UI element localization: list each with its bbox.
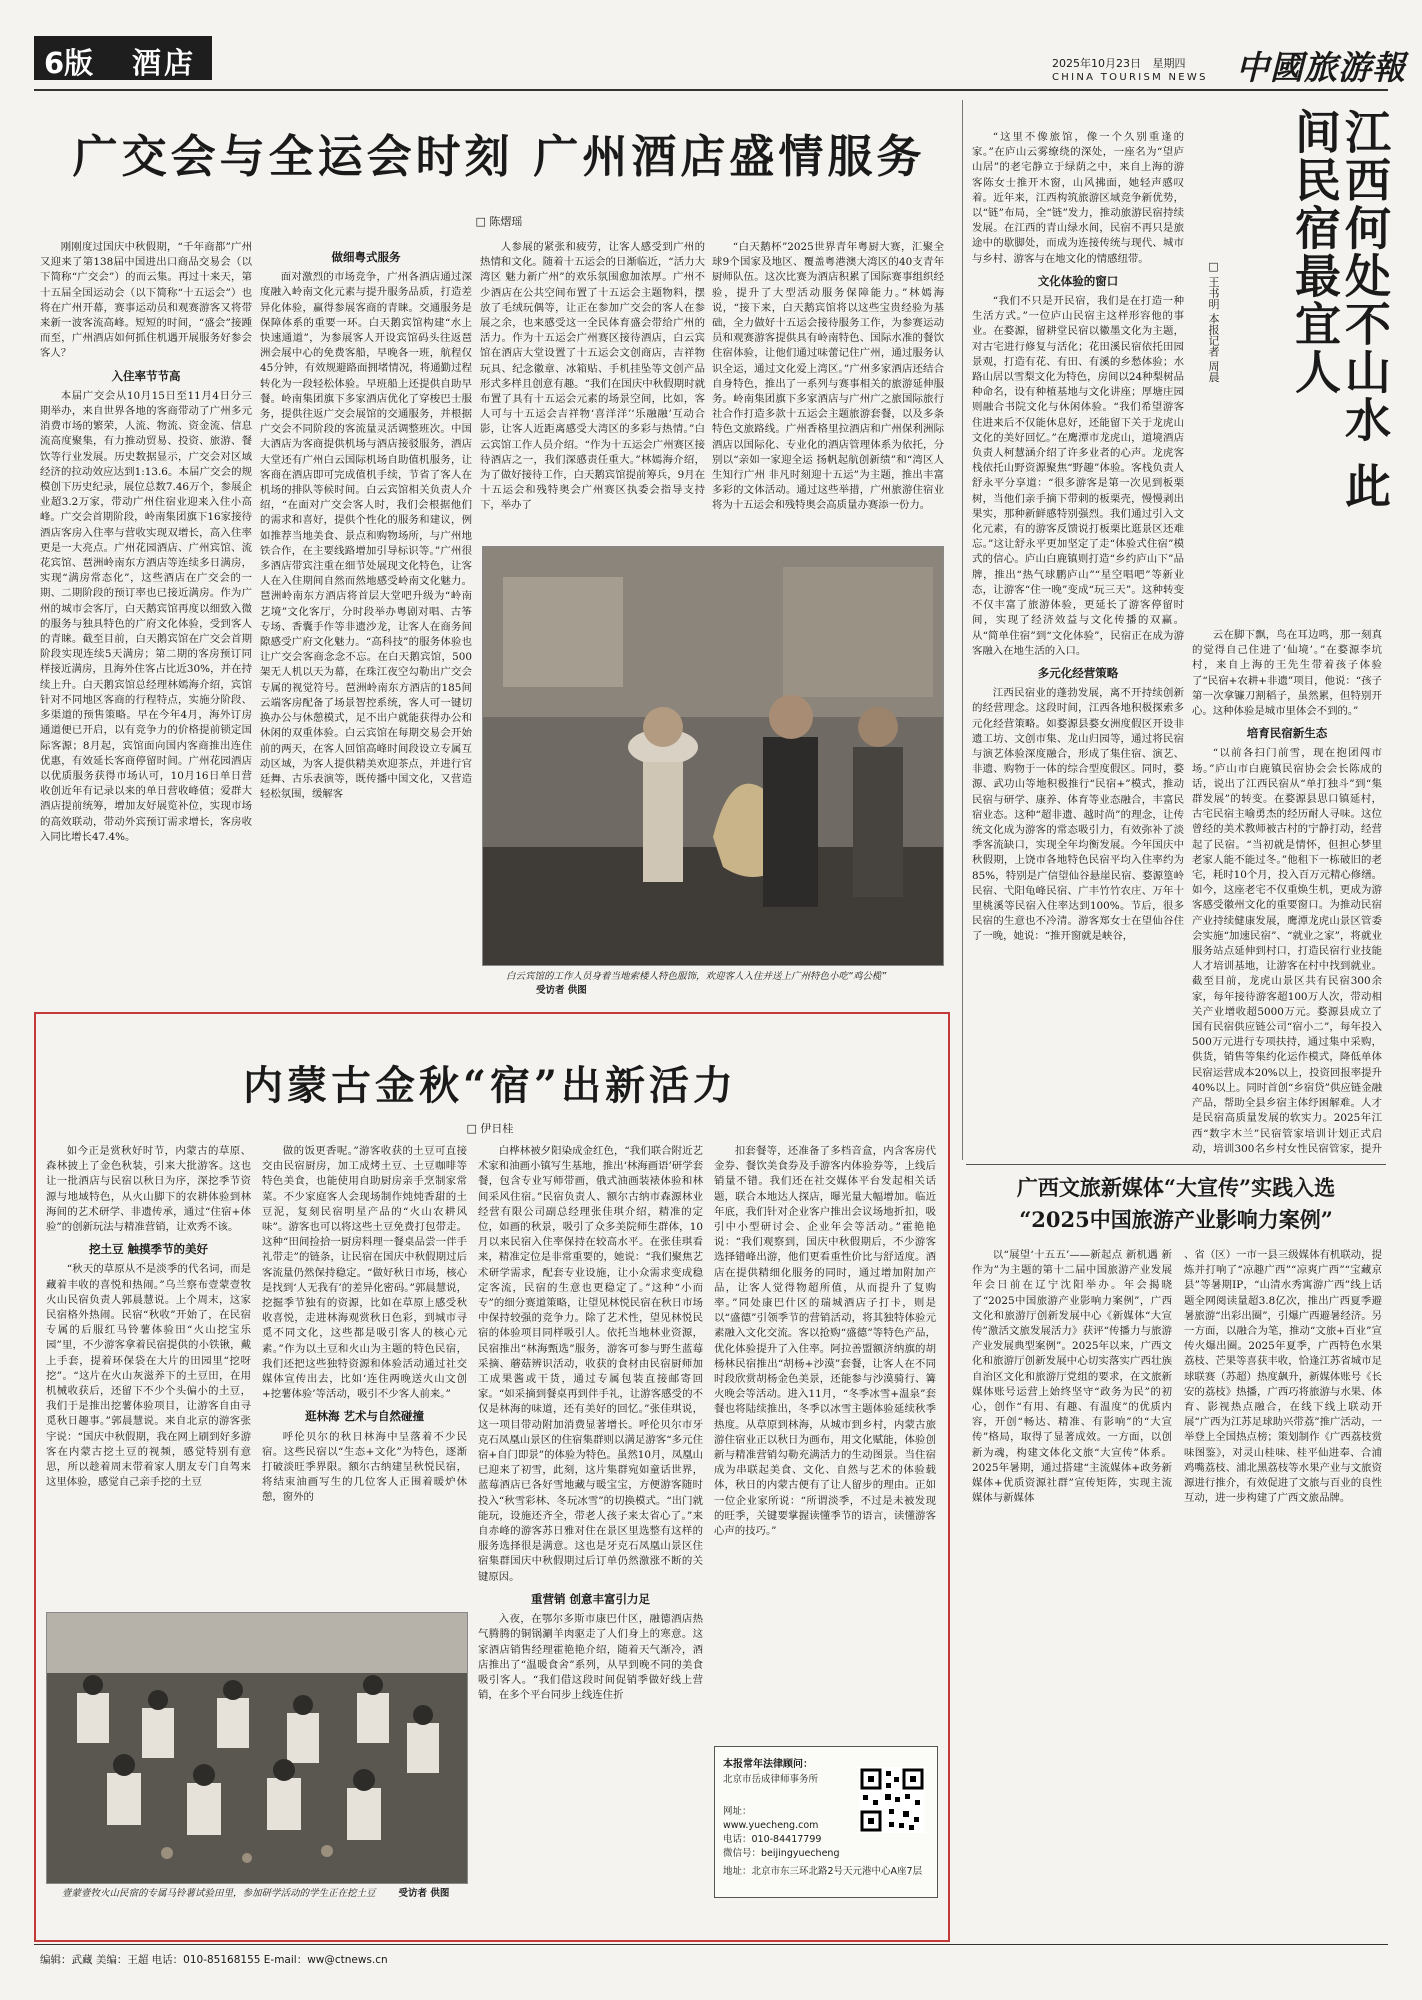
photo-credit: 受访者 供图 bbox=[398, 1888, 450, 1899]
article1-byline: □ 陈熠瑶 bbox=[475, 215, 523, 228]
paragraph: “以前各扫门前雪，现在抱团闯市场。”庐山市白鹿镇民宿协会会长陈成的话，说出了江西民宿从“单打独斗”到“集群发展”的转变。在婺源县思口镇延村，古宅民宿主喻勇杰的经历耐人寻味。这位曾经的美术教师被古村的宁静打动，经营起了民宿。“当初就是情怀，但担心梦里老家人能不能过冬。”他租下一栋破旧的老宅，耗时10个月，投入百万元精心修缮。如今，这座老宅不仅重焕生机，更成为游客感受徽州文化的重要窗口。为推动民宿产业持续健康发展，鹰潭龙虎山景区管委会实施“加速民宿”、“就业之家”，将就业服务站点延伸到村口，打造民宿行业技能人才培训基地，让游客在村中找到就业。截至目前，龙虎山景区共有民宿300余家，每年接待游客超100万人次，带动相关产业增收超5000万元。婺源县成立了国有民宿供应链公司“宿小二”，每年投入500万元进行专项扶持，通过集中采购，供货，销售等集约化运作模式，降低单体民宿运营成本20%以上，投资回报率提升40%以上。同时首创“乡宿贷”供应链金融产品，帮助全县乡宿主体纾困解难。人才是民宿高质量发展的软实力。2025年江西“数字木兰”民宿管家培训计划正式启动，培训300名乡村女性民宿管家，提升 bbox=[1192, 747, 1382, 1154]
subheading: 逛林海 艺术与自然碰撞 bbox=[304, 1409, 424, 1424]
article4-column-2 bbox=[1184, 1248, 1382, 1934]
article4-column-1 bbox=[972, 1248, 1172, 1934]
legal-advisor-box bbox=[714, 1746, 938, 1898]
wechat-id: 微信号：beijingyuecheng bbox=[723, 1848, 840, 1859]
article3-byline: □ 王书明 本报记者 周晨 bbox=[1207, 260, 1220, 383]
article1-headline: 广交会与全运会时刻 广州酒店盛情服务 bbox=[72, 130, 926, 183]
advisor-title: 本报常年法律顾问： bbox=[723, 1759, 813, 1770]
weekday-text: 星期四 bbox=[1152, 57, 1186, 70]
issue-date bbox=[1052, 55, 1186, 71]
paragraph: 本届广交会从10月15日至11月4日分三期举办，来自世界各地的客商带动了广州多元消费市场的繁荣，人流、物流、资金流、信息流高度聚集，有力推动贸易、投资、旅游、餐饮等行业发展。历史数据显示，广交会对区域经济的拉动效应达到1:13.6。本届广交会的规模创下历史纪录，展位总数7.46万个，参展企业超3.2万家，带动广州住宿业迎来入住小高峰。广交会首期阶段，岭南集团旗下16家接待酒店客房入住率与营收实现双增长，高入住率更是一大亮点。广州花园酒店、广州宾馆、流花宾馆、琶洲岭南东方酒店等连续多日满房，实现“满房常态化”，这些酒店在广交会的一期、二期阶段的预订率也已接近满房。作为广州的城市会客厅，白天鹅宾馆再度以细致入微的服务与独具特色的广府文化体验，受到客人的青睐。截至目前，白天鹅宾馆在广交会首期阶段实现连续5天满房；第二期的客房预订同样接近满房，且海外住客占比近30%，并在持续上升。白天鹅宾馆总经理林嫣海介绍，宾馆针对不同地区客商的行程特点，实施分阶段、多渠道的预售策略。早在今年4月，海外订房通道便已开启，以有竞争力的价格提前锁定国际客源；8月起，宾馆面向国内客商推出连住优惠，有效延长客商停留时间。广州花园酒店以优质服务获得市场认可，10月16日单日营收创近年有记录以来的单日营收峰值；爱群大酒店提前统筹，增加友好展览补位，实现市场的高效联动，带动外宾预订需求增长，客房收入同比增长47.4%。 bbox=[40, 389, 252, 843]
paragraph: 刚刚度过国庆中秋假期，“千年商都”广州又迎来了第138届中国进出口商品交易会（以下简称“广交会”）的而云集。再过十来天，第十五届全国运动会（以下简称“十五运会”）也将在广州开幕，赛事运动员和观赛游客又将带来新一波客流高峰。短短的时间，“盛会”接踵而至，广州酒店如何抓住机遇开展服务好参会客人？ bbox=[40, 241, 252, 360]
paragraph: 云在脚下飘，鸟在耳边鸣，那一刻真的觉得自己住进了‘仙境’。”在婺源李坑村，来自上海的王先生带着孩子体验了“民宿+农耕+非遗”项目，他说：“孩子第一次拿镰刀割稻子，虽然累，但特别开心。这种体验是城市里体会不到的。” bbox=[1192, 629, 1382, 718]
paragraph: 扣套餐等，还准备了多档音盒，内含客房代金券、餐饮美食券及手游客内体验券等，上线后销量不错。我们还在社交媒体平台发起相关话题，联合本地达人探店，曝光量大幅增加。临近年底，我们针对企业客户推出会议场地折扣，吸引中小型研讨会、企业年会等活动。”霍艳艳说：“我们观察到，国庆中秋假期后，不少游客选择错峰出游，他们更看重性价比与舒适度。酒店在提供精细化服务的同时，通过增加附加产品，让客人觉得物超所值，从而提升了复购率。”同处康巴什区的瑞城酒店子打卡，则是以“盛德”引领季节的营销活动，将其独特体验元素融入文化交流。客以抢购“盛德”等特色产品，优化体验提升了入住率。阿拉善盟额济纳旗的胡杨林民宿推出“胡杨+沙漠”套餐，让客人在不同时段欣赏胡杨金色美景，还能参与沙漠骑行、篝火晚会等活动。进入11月，“冬季冰雪+温泉”套餐也将陆续推出，冬季以冰雪主题体验延续秋季热度。从草原到林海，从城市到乡村，内蒙古旅游住宿业正以秋日为画布，用文化赋能，体验创新与精准营销勾勒充满活力的生动图景。当住宿成为串联起美食、文化、自然与艺术的体验载体，秋日的内蒙古便有了让人留步的理由。正如一位企业家所说：“所谓淡季，不过是未被发现的旺季，关键要掌握读懂季节的语言，读懂游客心声的技巧。” bbox=[714, 1145, 936, 1538]
potato-digging-photo bbox=[46, 1612, 468, 1884]
qr-code-icon[interactable] bbox=[859, 1767, 925, 1833]
paragraph: “白天鹅杯”2025世界青年粤厨大赛，汇聚全球9个国家及地区、覆盖粤港澳大湾区的40支青年厨师队伍。这次比赛为酒店积累了国际赛事组织经验，提升了大型活动服务保障能力。”林嫣海说，“接下来，白天鹅宾馆将以这些宝贵经验为基础，全力做好十五运会接待服务工作，为参赛运动员和观赛游客提供具有岭南特色、国际水准的餐饮住宿体验，让他们通过味蕾记住广州，通过服务认识全运，通过文化爱上湾区。”广州多家酒店还结合自身特色，推出了一系列与赛事相关的旅游延伸服务。岭南集团旗下多家酒店与广州广之旅国际旅行社合作打造多款十五运会主题旅游套餐，以及多条特色文旅路线。广州香格里拉酒店和广州保利洲际酒店以国际化、专业化的酒店管理体系为依托，分别以“亲如一家迎全运 扬帆起航创新绩”和“湾区人生知行广州 非凡时刻迎十五运”为主题，推出丰富多彩的文体活动。通过这些举措，广州旅游住宿业将为十五运会和残特奥会高质量办赛添一份力。 bbox=[712, 241, 944, 512]
column-divider bbox=[962, 100, 963, 1160]
section-label: 酒店 bbox=[132, 46, 197, 80]
article2-headline: 内蒙古金秋“宿”出新活力 bbox=[242, 1062, 737, 1109]
photo2-caption bbox=[62, 1887, 462, 1901]
caption-text: 壹蒙壹牧火山民宿的专属马铃薯试验田里，参加研学活动的学生正在挖土豆 bbox=[62, 1888, 376, 1899]
section-banner bbox=[34, 36, 212, 80]
paragraph: 呼伦贝尔的秋日林海中呈落着不少民宿。这些民宿以“生态+文化”为特色，逐渐打破淡旺季界限。额尔古纳建呈秋悦民宿，将结束油画写生的几位客人正围着暖炉休憩，窗外的 bbox=[262, 1430, 467, 1504]
article1-column-4 bbox=[712, 240, 944, 540]
article2-column-1 bbox=[46, 1144, 251, 1604]
paragraph: “秋天的草原从不是淡季的代名词，而是藏着丰收的喜悦和热闹。”乌兰察布壹蒙壹牧火山民宿负责人郭晨慧说。上个周末，这家民宿格外热闹。民宿“秋收”开始了，在民宿专属的后服红马铃薯体验田“火山挖宝乐园”里，不少游客拿着民宿提供的小铁锹，戴上手套，提着环保袋在大片的田园里“挖呀挖”。“这片在火山灰滋养下的土豆田，在用机械收获后，还留下不少个头偏小的土豆，我们于是推出挖薯体验项目，让游客自由寻觅秋日趣事。”郭晨慧说。来自北京的游客张宇说：“国庆中秋假期，我在网上刷到好多游客在内蒙古挖土豆的视频，感觉特别有意思，所以趁着周末带着家人朋友专门自驾来这里体验，感觉自己亲手挖的土豆 bbox=[46, 1263, 251, 1489]
subheading: 入住率节节高 bbox=[111, 368, 181, 383]
caption-text: 白云宾馆的工作人员身着当地索楼人特色服饰，欢迎客人入住并送上广州特色小吃“鸡公榄” bbox=[506, 971, 887, 982]
subheading: 多元化经营策略 bbox=[1037, 665, 1119, 680]
headline-line-2: “2025中国旅游产业影响力案例” bbox=[1019, 1207, 1333, 1232]
footer-rule bbox=[34, 1944, 1388, 1945]
hotel-lobby-illustration bbox=[483, 547, 943, 965]
paragraph: “这里不像旅馆，像一个久别重逢的家。”在庐山云雾缭绕的深处，一座名为“望庐山居”的老宅静立于绿荫之中，来自上海的游客陈女士推开木窗，山风拂面，她轻声感叹着。近年来，江西构筑旅游区域竞争新优势，以“链”布局，全“链”发力，推动旅游民宿持续发展。在江西的青山绿水间，民宿不再只是旅途中的歇脚处，而成为连接传统与现代、城市与乡村、游客与在地文化的情感纽带。 bbox=[972, 131, 1184, 265]
article4-headline bbox=[966, 1172, 1386, 1236]
photo1-caption bbox=[506, 970, 926, 998]
article2-column-3 bbox=[478, 1144, 703, 1914]
paragraph: 面对激烈的市场竞争，广州各酒店通过深度融入岭南文化元素与提升服务品质，打造差异化体验，赢得参展客商的青睐。交通服务是保障体系的重要一环。白天鹅宾馆构建“水上快速通道”，为参展客人开设宾馆码头往返琶洲会展中心的免费客船，早晚各一班，航程仅45分钟，有效规避路面拥堵情况，将通勤过程转化为一段轻松体验。早班船上还提供自助早餐。岭南集团旗下多家酒店优化了穿梭巴士服务，提供往返广交会展馆的交通服务，并根据广交会不同阶段的客流量灵活调整班次。中国大酒店为客商提供机场与酒店接驳服务，酒店大堂还有广州白云国际机场自助值机服务，让客商在酒店即可完成值机手续，节省了客人在机场的排队等候时间。白云宾馆相关负责人介绍，“在面对广交会客人时，我们会根据他们的需求和喜好，提供个性化的服务和建议，例如推荐当地美食、景点和购物场所，与广州地铁合作，在主要线路增加引导标识等。”广州很多酒店带宾注重在细节处展现文化特色，让客人在入住期间自然而然地感受岭南文化魅力。琶洲岭南东方酒店将首层大堂吧升级为“岭南艺境”文化客厅，分时段举办粤剧对唱、古筝专场、香囊手作等非遗沙龙，让客人在商务间隙感受广府文化魅力。“高科技”的服务体验也让广交会客商念念不忘。在白天鹅宾馆，500架无人机以天为幕，在珠江夜空勾勒出广交会专属的视觉符号。琶洲岭南东方酒店的185间云端客房配备了场景智控系统，客人可一键切换办公与休憩模式，足不出户就能获得办公和休闲的双重体验。白云宾馆在每期交易会开始前的两天，在客人回馆高峰时间段设立专属互动区域，为客人提供精美欢迎茶点，并进行官廷舞、古乐表演等，既传播中国文化，又营造轻松氛围，缓解客 bbox=[260, 271, 472, 801]
article3-column-1 bbox=[972, 130, 1184, 1154]
paper-english-name: CHINA TOURISM NEWS bbox=[1052, 72, 1208, 83]
field-illustration bbox=[47, 1613, 467, 1883]
paper-logo: 中國旅游報 bbox=[1236, 48, 1406, 87]
paragraph: 、省（区）一市一县三级媒体有机联动，提炼并打响了“凉趣广西”“凉爽广西”“宝藏京县”等暑期IP，“山清水秀寓游广西”线上话题全网阅读量超3.8亿次，推出广西夏季避暑旅游“出彩出圈”，引爆广西避暑经济。另一方面，以融合为笔，推动“文旅+百业”宣传火爆出圈。2025年夏季，广西特色水果荔枝、芒果等喜获丰收，恰逢江苏省城市足球联赛（苏超）热度飙升，新媒体账号《长安的荔枝》热播，广西巧将旅游与水果、体育、影视热点融合，在线下线上联动开展“广西为江苏足球助兴带荔”推广活动，一举登上全国热点榜；策划制作《广西荔枝赏味图鉴》，对灵山桂味、桂平仙进奉、合浦鸡嘴荔枝、浦北黑荔枝等水果产业与文旅资源进行推介，有效促进了文旅与百业的良性互动，进一步构建了广西文旅品牌。 bbox=[1184, 1249, 1382, 1505]
photo-credit: 受访者 供图 bbox=[536, 985, 587, 996]
hotel-staff-photo bbox=[482, 546, 944, 966]
address: 地址：北京市东三环北路2号天元港中心A座7层 bbox=[723, 1866, 923, 1877]
subheading: 做细粤式服务 bbox=[331, 250, 401, 264]
article2-column-2 bbox=[262, 1144, 467, 1604]
paragraph: “我们不只是开民宿，我们是在打造一种生活方式。”一位庐山民宿主这样形容他的事业。在婺源，留耕堂民宿以徽墨文化为主题，对古宅进行修复与活化；花田溪民宿依托田园景观，打造有花、有田、有溪的乡愁体验；水路山居以雪梨文化为特色，房间以24种梨树品种命名，设有种植基地与文化讲座；厚塘庄园则融合书院文化与休闲体验。“我们希望游客住进来后不仅能休息好，还能留下关于龙虎山文化的美好回忆。”在鹰潭市龙虎山，道境酒店负责人柯慧涵介绍了许多业者的心声。龙虎客栈依托山野资源聚焦“野趣”体验。客栈负责人舒永平分享道：“很多游客是第一次见到板栗树，当他们亲手摘下带刺的板栗壳，慢慢剥出果实，那种新鲜感特别强烈。我们通过引入文化元素，有的游客反馈说打板栗比逛景区还难忘。”这让舒永平更加坚定了走“体验式住宿”模式的信心。庐山白鹿镇则打造“乡约庐山下”品牌，推出“热气球鹏庐山”“星空唱吧”等新业态，让游客“住一晚”变成“玩三天”。这种转变不仅丰富了旅游体验，更延长了游客停留时间，实现了经济效益与文化传播的双赢。从“简单住宿”到“文化体验”，民宿正在成为游客融入在地生活的入口。 bbox=[972, 295, 1184, 657]
headline-line-1: 广西文旅新媒体“大宣传”实践入选 bbox=[1016, 1175, 1336, 1200]
article2-column-4 bbox=[714, 1144, 936, 1734]
website[interactable]: 网址：www.yuecheng.com bbox=[723, 1806, 819, 1831]
firm-name: 北京市岳成律师事务所 bbox=[723, 1774, 819, 1785]
paragraph: 做的饭更香呢。”游客收获的土豆可直接交由民宿厨房，加工成烤土豆、土豆咖啡等特色美食，也能使用自助厨房亲手烹制家常菜。不少家庭客人会现场制作炖炖香甜的土豆泥，复刻民宿明星产品的“火山农耕风味”。游客也可以将这些土豆免费打包带走。这种“田间捡拾一厨房料理一餐桌品尝一伴手礼带走”的链条，让民宿在国庆中秋假期过后客流量仍然保持稳定。“做好秋日市场，核心是找到‘人无我有’的差异化密码。”郭晨慧说，挖掘季节独有的资源，比如在草原上感受秋收喜悦，走进林海观赏秋日色彩，到城市寻觅不同文化，这些都是吸引客人的核心元素。”作为以土豆和火山为主题的特色民宿，我们还把这些独特资源和体验活动通过社交媒体宣传出去，比如‘连住两晚送火山文创+挖薯体验’等活动，吸引不少客人前来。” bbox=[262, 1145, 467, 1401]
subheading: 文化体验的窗口 bbox=[1037, 273, 1119, 288]
phone: 电话：010-84417799 bbox=[723, 1834, 822, 1845]
subheading: 培育民宿新生态 bbox=[1246, 726, 1328, 741]
subheading: 重营销 创意丰富引力足 bbox=[530, 1591, 650, 1606]
article1-column-1 bbox=[40, 240, 252, 1070]
section-rule bbox=[966, 1164, 1386, 1165]
editor-credits: 编辑：武藏 美编：王超 电话：010-85168155 E-mail：ww@ctnews.cn bbox=[40, 1954, 388, 1966]
edition-label: 6版 bbox=[44, 46, 94, 80]
paragraph: 入夜，在鄂尔多斯市康巴什区，融德酒店热气腾腾的铜锅涮羊肉驱走了人们身上的寒意。这家酒店销售经理霍艳艳介绍，随着天气渐冷，酒店推出了“温暖食舍”系列，从早到晚不同的美食吸引客人。“我们借这段时间促销季做好线上营销，在多个平台同步上线连住折 bbox=[478, 1613, 703, 1702]
paragraph: 如今正是赏秋好时节，内蒙古的草原、森林披上了金色秋装，引来大批游客。这也让一批酒店与民宿以秋日为序，深挖季节资源与地域特色，从火山脚下的农耕体验到林海间的艺术研学、非遗传承，通过“住宿+体验”的创新玩法与精准营销，让欢秀不该。 bbox=[46, 1145, 251, 1234]
paragraph: 人参展的紧张和疲劳，让客人感受到广州的热情和文化。随着十五运会的日渐临近，“活力大湾区 魅力新广州”的欢乐氛围愈加浓厚。广州不少酒店在公共空间布置了十五运会主题物料，摆放了毛绒玩偶等，让正在参加广交会的客人在参展之余，也来感受这一全民体育盛会带给广州的活力。作为十五运会广州赛区接待酒店，白云宾馆在酒店大堂设置了十五运会文创商店，吉祥物玩具、纪念徽章、冰箱贴、手机挂坠等文创产品形式多样且创意有趣。“我们在国庆中秋假期时就布置了具有十五运会元素的场景空间，比如，客人可与十五运会吉祥物‘喜洋洋’‘乐融融’互动合影，让客人近距离感受大湾区的多彩与热情。”白云宾馆工作人员介绍。“作为十五运会广州赛区接待酒店之一，我们深感责任重大。”林嫣海介绍，为了做好接待工作，白天鹅宾馆提前筹兵，9月在十五运会和残特奥会广州赛区执委会指导支持下，举办了 bbox=[480, 241, 705, 512]
article2-byline: □ 伊日桂 bbox=[466, 1122, 514, 1135]
subheading: 挖土豆 触摸季节的美好 bbox=[88, 1242, 208, 1257]
advisor-details bbox=[723, 1773, 843, 1861]
date-text: 2025年10月23日 bbox=[1052, 57, 1141, 70]
article3-column-2 bbox=[1192, 628, 1382, 1154]
article1-column-3 bbox=[480, 240, 705, 540]
header-rule bbox=[34, 89, 1388, 91]
article3-headline: 江西何处不山水 此间民宿最宜人 bbox=[1288, 108, 1392, 511]
article1-column-2 bbox=[260, 240, 472, 1070]
paragraph: 江西民宿业的蓬勃发展，离不开持续创新的经营理念。这段时间，江西各地积极探索多元化经营策略。如婺源县婺女洲度假区开设非遗工坊、文创市集、龙山归园等，通过将民宿与演艺体验深度融合，形成了集住宿、演艺、非遗、购物于一体的综合型度假区。同时，婺源、武功山等地积极推行“民宿+”模式，推动民宿与研学、康养、体育等业态融合，丰富民宿业态。这种“超非遗、越时尚”的理念，让传统文化成为游客的常态吸引力，有效弥补了淡季客流缺口，实现全年均衡发展。今年国庆中秋假期，上饶市各地特色民宿平均入住率约为85%，特别是广信望仙谷悬崖民宿、婺源篁岭民宿、弋阳龟峰民宿、广丰竹竹农庄、万年十里桃溪等民宿入住率达到100%。节后，很多民宿的生意也不冷清。游客郑女士在望仙谷住了一晚，她说：“推开窗就是峡谷， bbox=[972, 687, 1184, 943]
paragraph: 以“展望‘十五五’——新起点 新机遇 新作为”为主题的第十二届中国旅游产业发展年会日前在辽宁沈阳举办。年会揭晓了“2025中国旅游产业影响力案例”，广西文化和旅游厅创新发展中心《新媒体“大宣传”激活文旅发展活力》获评“传播力与旅游产业发展典型案例”。2025年以来，广西文化和旅游厅创新发展中心切实落实广西壮族自治区文化和旅游厅党组的要求，在文旅新媒体账号运营上始终坚守“政务为民”的初心，创作“有用、有趣、有温度”的优质内容，开创“畅达、精准、有影响”的“大宣传”格局，取得了显著成效。一方面，以创新为魂，构建文体化文旅“大宣传”体系。2025年暑期，通过搭建“主流媒体+政务新媒体+优质资源社群”宣传矩阵，实现主流媒体与新媒体 bbox=[972, 1249, 1172, 1505]
paragraph: 白桦林被夕阳染成金红色，“我们联合附近艺术家和油画小镇写生基地，推出‘林海画语’研学套餐，包含专业写师带画，俄式油画装裱体验和林间采风住宿。”民宿负责人、额尔古纳市森源林业经营有限公司副总经理张佳琪介绍，精准的定位，如画的秋景，吸引了众多美院师生群体，10月以来民宿入住率保持在较高水平。在张佳琪看来，精准定位是非常重要的，她说：“我们聚焦艺术研学需求，配套专业设施，让小众需求变成稳定客流，民宿的生意也更稳定了。”这种“小而专”的细分赛道策略，让望见林悦民宿在秋日市场中保持较强的竞争力。除了艺术性，望见林悦民宿的体验项目同样吸引人。依托当地林业资源，民宿推出“林海甄选”服务，游客可参与野生蓝莓采摘、蘑菇辨识活动，收获的食材由民宿厨师加工成果酱或干货，通过专属包装直接邮寄回家。“如采摘到餐桌再到伴手礼，让游客感受的不仅是林海的味道，还有美好的回忆。”张佳琪说，这一项目带动附加消费显著增长。呼伦贝尔市牙克石凤凰山景区的住宿集群则以满足游客“多元住宿+自门即景”的体验为特色。虽然10月，凤凰山已迎来了初雪，此刻，这片集群宛如童话世界，蓝莓酒店已各好雪地藏与暖宝宝，方便游客随时投入“秋雪彩林、冬玩冰雪”的切换模式。“出门就能玩，设施还齐全，带老人孩子来太省心了。”来自赤峰的游客苏日雅对住在景区里选整有这样的服务选择很是满意。这也是牙克石凤凰山景区住宿集群国庆中秋假期过后订单仍然激涨不断的关键原因。 bbox=[478, 1145, 703, 1583]
